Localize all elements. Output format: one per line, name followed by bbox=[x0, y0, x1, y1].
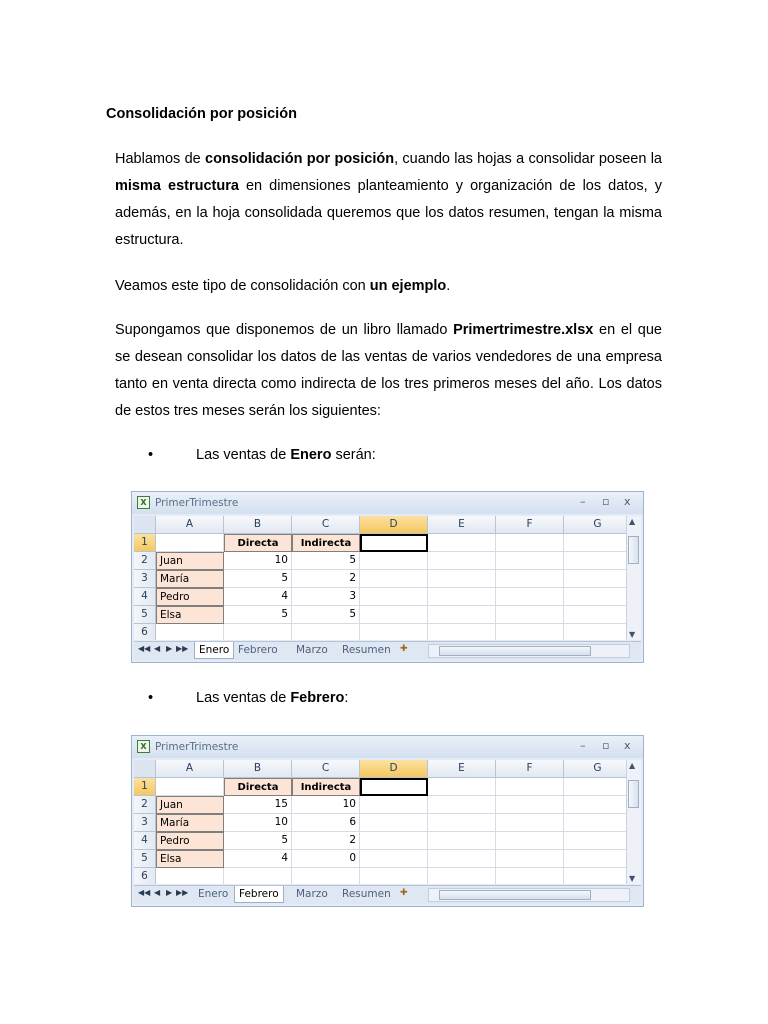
minimize-icon[interactable]: – bbox=[580, 739, 586, 752]
excel-icon: X bbox=[137, 740, 150, 753]
cell[interactable] bbox=[496, 778, 564, 796]
sheet-tab[interactable]: Febrero bbox=[238, 644, 278, 656]
hscroll-thumb[interactable] bbox=[439, 890, 591, 900]
cell-indirecta-value[interactable]: 5 bbox=[292, 606, 360, 624]
section-heading: Consolidación por posición bbox=[106, 106, 297, 122]
select-all-corner[interactable] bbox=[134, 516, 156, 534]
cell-directa-value[interactable]: 4 bbox=[224, 588, 292, 606]
scroll-down-icon[interactable]: ▼ bbox=[629, 874, 636, 883]
next-sheet-icon[interactable]: ▶ bbox=[166, 644, 173, 653]
column-header[interactable]: C bbox=[292, 516, 360, 534]
cell-seller-name[interactable]: María bbox=[156, 570, 224, 588]
maximize-icon[interactable]: ▫ bbox=[602, 739, 610, 752]
sheet-tab[interactable]: Resumen bbox=[342, 888, 391, 900]
excel-window-enero bbox=[131, 491, 644, 663]
minimize-icon[interactable]: – bbox=[580, 495, 586, 508]
cell[interactable] bbox=[360, 552, 428, 570]
cell[interactable] bbox=[428, 534, 496, 552]
scroll-up-icon[interactable]: ▲ bbox=[629, 761, 636, 770]
column-header[interactable]: D bbox=[360, 516, 428, 534]
last-sheet-icon[interactable]: ▶▶ bbox=[176, 888, 189, 897]
window-titlebar[interactable] bbox=[132, 492, 643, 514]
row-header[interactable]: 5 bbox=[134, 850, 156, 868]
row-header[interactable]: 1 bbox=[134, 534, 156, 552]
cell[interactable] bbox=[428, 588, 496, 606]
paragraph-intro: Hablamos de consolidación por posición, cuando las hojas a consolidar poseen la misma estructura en dimensiones planteamiento y organización de los datos, y además, en la hoja consolidada queremos que los datos resumen, tengan la misma estructura. bbox=[115, 151, 662, 248]
cell-indirecta-value[interactable]: 10 bbox=[292, 796, 360, 814]
row-header[interactable]: 3 bbox=[134, 814, 156, 832]
cell-indirecta-value[interactable]: 5 bbox=[292, 552, 360, 570]
column-header[interactable]: F bbox=[496, 760, 564, 778]
cell-directa-value[interactable]: 10 bbox=[224, 814, 292, 832]
cell[interactable] bbox=[156, 868, 224, 884]
active-cell[interactable] bbox=[360, 778, 428, 796]
sheet-tab-bar bbox=[134, 885, 641, 904]
cell[interactable] bbox=[360, 850, 428, 868]
cell[interactable] bbox=[428, 868, 496, 884]
horizontal-scrollbar[interactable] bbox=[428, 888, 630, 902]
cell-seller-name[interactable]: Elsa bbox=[156, 850, 224, 868]
cell[interactable] bbox=[496, 624, 564, 640]
cell-directa-value[interactable]: 5 bbox=[224, 570, 292, 588]
paragraph-scenario: Supongamos que disponemos de un libro llamado Primertrimestre.xlsx en el que se desean consolidar los datos de las ventas de varios vendedores de una empresa tanto en venta directa como indirecta de los tres primeros meses del año. Los datos de estos tres meses serán los siguientes: bbox=[115, 322, 662, 419]
select-all-corner[interactable] bbox=[134, 760, 156, 778]
sheet-tab[interactable]: Marzo bbox=[296, 644, 328, 656]
cell-indirecta-value[interactable]: 2 bbox=[292, 570, 360, 588]
cell[interactable] bbox=[428, 552, 496, 570]
cell[interactable] bbox=[428, 624, 496, 640]
cell[interactable] bbox=[428, 778, 496, 796]
column-header[interactable]: A bbox=[156, 516, 224, 534]
cell[interactable] bbox=[428, 850, 496, 868]
column-header[interactable]: E bbox=[428, 760, 496, 778]
cell[interactable] bbox=[360, 624, 428, 640]
window-title: PrimerTrimestre bbox=[155, 741, 239, 753]
cell[interactable] bbox=[360, 868, 428, 884]
cell[interactable] bbox=[360, 814, 428, 832]
spreadsheet-grid bbox=[134, 760, 626, 884]
first-sheet-icon[interactable]: ◀◀ bbox=[138, 644, 151, 653]
cell-directa-value[interactable]: 5 bbox=[224, 606, 292, 624]
cell-header-directa[interactable]: Directa bbox=[224, 778, 292, 796]
row-header[interactable]: 4 bbox=[134, 588, 156, 606]
cell-directa-value[interactable]: 15 bbox=[224, 796, 292, 814]
row-header[interactable]: 3 bbox=[134, 570, 156, 588]
column-header[interactable]: B bbox=[224, 516, 292, 534]
bullet-dot: • bbox=[148, 447, 154, 463]
window-titlebar[interactable] bbox=[132, 736, 643, 758]
cell[interactable] bbox=[496, 850, 564, 868]
cell[interactable] bbox=[564, 832, 626, 850]
cell-directa-value[interactable]: 4 bbox=[224, 850, 292, 868]
column-header[interactable]: F bbox=[496, 516, 564, 534]
cell[interactable] bbox=[564, 868, 626, 884]
sheet-tab[interactable]: Marzo bbox=[296, 888, 328, 900]
cell-seller-name[interactable]: Pedro bbox=[156, 832, 224, 850]
cell-seller-name[interactable]: Elsa bbox=[156, 606, 224, 624]
active-cell[interactable] bbox=[360, 534, 428, 552]
cell-directa-value[interactable]: 10 bbox=[224, 552, 292, 570]
cell[interactable] bbox=[360, 832, 428, 850]
column-header[interactable]: E bbox=[428, 516, 496, 534]
cell[interactable] bbox=[496, 534, 564, 552]
column-header[interactable]: C bbox=[292, 760, 360, 778]
cell[interactable] bbox=[496, 552, 564, 570]
sheet-tab[interactable]: Enero bbox=[194, 642, 234, 659]
cell[interactable] bbox=[360, 570, 428, 588]
cell[interactable] bbox=[564, 850, 626, 868]
row-header[interactable]: 2 bbox=[134, 796, 156, 814]
cell-seller-name[interactable]: María bbox=[156, 814, 224, 832]
cell[interactable] bbox=[564, 570, 626, 588]
row-header[interactable]: 6 bbox=[134, 624, 156, 640]
close-icon[interactable]: x bbox=[624, 495, 631, 508]
cell[interactable] bbox=[428, 606, 496, 624]
cell[interactable] bbox=[292, 868, 360, 884]
cell-indirecta-value[interactable]: 6 bbox=[292, 814, 360, 832]
sheet-tab[interactable]: Enero bbox=[198, 888, 229, 900]
cell-seller-name[interactable]: Juan bbox=[156, 796, 224, 814]
scroll-thumb[interactable] bbox=[628, 780, 639, 808]
insert-sheet-icon[interactable]: ✚ bbox=[400, 888, 408, 898]
cell[interactable] bbox=[156, 534, 224, 552]
cell[interactable] bbox=[496, 814, 564, 832]
column-header[interactable]: A bbox=[156, 760, 224, 778]
cell[interactable] bbox=[564, 588, 626, 606]
next-sheet-icon[interactable]: ▶ bbox=[166, 888, 173, 897]
sheet-tab-bar bbox=[134, 641, 641, 660]
cell[interactable] bbox=[360, 588, 428, 606]
cell-indirecta-value[interactable]: 2 bbox=[292, 832, 360, 850]
cell[interactable] bbox=[496, 606, 564, 624]
cell-header-indirecta[interactable]: Indirecta bbox=[292, 778, 360, 796]
cell[interactable] bbox=[564, 796, 626, 814]
window-title: PrimerTrimestre bbox=[155, 497, 239, 509]
row-header[interactable]: 2 bbox=[134, 552, 156, 570]
excel-icon: X bbox=[137, 496, 150, 509]
scroll-thumb[interactable] bbox=[628, 536, 639, 564]
cell-indirecta-value[interactable]: 0 bbox=[292, 850, 360, 868]
close-icon[interactable]: x bbox=[624, 739, 631, 752]
row-header[interactable]: 6 bbox=[134, 868, 156, 884]
cell-seller-name[interactable]: Juan bbox=[156, 552, 224, 570]
column-header[interactable]: B bbox=[224, 760, 292, 778]
column-header[interactable]: G bbox=[564, 516, 626, 534]
column-header[interactable]: D bbox=[360, 760, 428, 778]
paragraph-example: Veamos este tipo de consolidación con un ejemplo. bbox=[115, 278, 451, 294]
scroll-up-icon[interactable]: ▲ bbox=[629, 517, 636, 526]
bullet-dot: • bbox=[148, 690, 154, 706]
row-header[interactable]: 5 bbox=[134, 606, 156, 624]
cell[interactable] bbox=[224, 868, 292, 884]
cell[interactable] bbox=[564, 606, 626, 624]
cell-indirecta-value[interactable]: 3 bbox=[292, 588, 360, 606]
cell[interactable] bbox=[360, 606, 428, 624]
cell[interactable] bbox=[496, 796, 564, 814]
row-header[interactable]: 4 bbox=[134, 832, 156, 850]
cell[interactable] bbox=[428, 814, 496, 832]
cell[interactable] bbox=[564, 534, 626, 552]
cell-directa-value[interactable]: 5 bbox=[224, 832, 292, 850]
cell[interactable] bbox=[428, 570, 496, 588]
prev-sheet-icon[interactable]: ◀ bbox=[154, 888, 161, 897]
cell[interactable] bbox=[564, 814, 626, 832]
cell[interactable] bbox=[156, 778, 224, 796]
cell-seller-name[interactable]: Pedro bbox=[156, 588, 224, 606]
vertical-scrollbar[interactable] bbox=[626, 516, 641, 640]
cell[interactable] bbox=[496, 868, 564, 884]
spreadsheet-grid bbox=[134, 516, 626, 640]
maximize-icon[interactable]: ▫ bbox=[602, 495, 610, 508]
cell-header-indirecta[interactable]: Indirecta bbox=[292, 534, 360, 552]
excel-window-febrero bbox=[131, 735, 644, 907]
cell[interactable] bbox=[360, 796, 428, 814]
vertical-scrollbar[interactable] bbox=[626, 760, 641, 884]
prev-sheet-icon[interactable]: ◀ bbox=[154, 644, 161, 653]
cell[interactable] bbox=[496, 832, 564, 850]
sheet-tab[interactable]: Febrero bbox=[234, 886, 284, 903]
hscroll-thumb[interactable] bbox=[439, 646, 591, 656]
cell[interactable] bbox=[496, 588, 564, 606]
horizontal-scrollbar[interactable] bbox=[428, 644, 630, 658]
cell[interactable] bbox=[156, 624, 224, 640]
cell[interactable] bbox=[428, 796, 496, 814]
last-sheet-icon[interactable]: ▶▶ bbox=[176, 644, 189, 653]
cell[interactable] bbox=[496, 570, 564, 588]
first-sheet-icon[interactable]: ◀◀ bbox=[138, 888, 151, 897]
sheet-tab[interactable]: Resumen bbox=[342, 644, 391, 656]
cell-header-directa[interactable]: Directa bbox=[224, 534, 292, 552]
row-header[interactable]: 1 bbox=[134, 778, 156, 796]
cell[interactable] bbox=[292, 624, 360, 640]
cell[interactable] bbox=[224, 624, 292, 640]
cell[interactable] bbox=[564, 778, 626, 796]
insert-sheet-icon[interactable]: ✚ bbox=[400, 644, 408, 654]
cell[interactable] bbox=[564, 624, 626, 640]
column-header[interactable]: G bbox=[564, 760, 626, 778]
scroll-down-icon[interactable]: ▼ bbox=[629, 630, 636, 639]
cell[interactable] bbox=[564, 552, 626, 570]
cell[interactable] bbox=[428, 832, 496, 850]
